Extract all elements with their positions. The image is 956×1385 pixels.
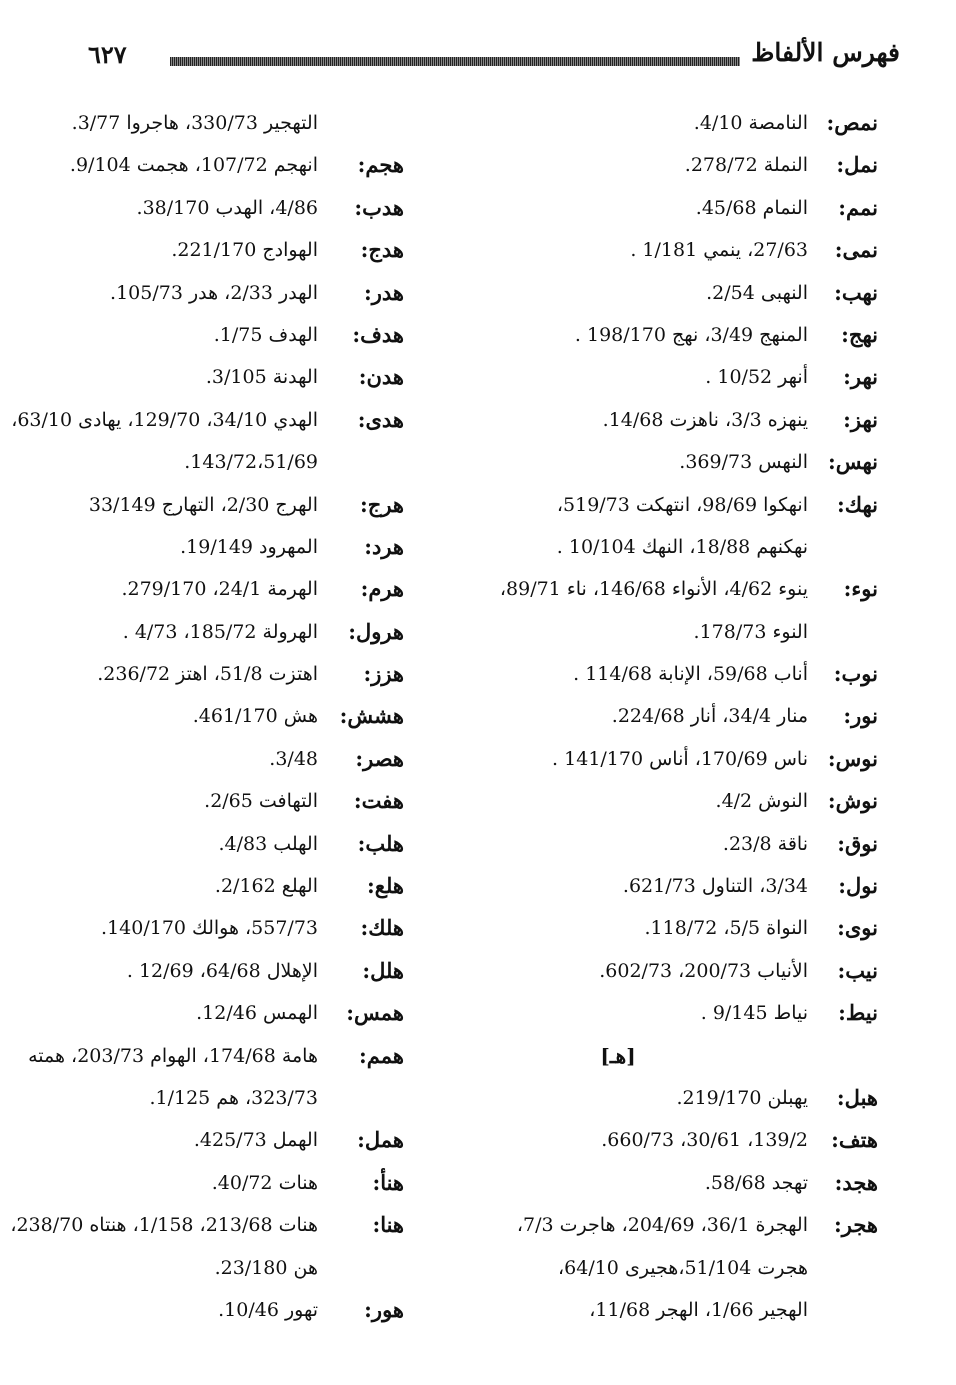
entry-references: نهكنهم 18/88، النهك 10/104 . (556, 535, 808, 558)
entry-references: أناب 59/68، الإنابة 114/68 . (573, 663, 808, 686)
header-rule (170, 57, 740, 66)
entry-root: نهر: (843, 364, 878, 390)
index-entry-line (24, 484, 404, 526)
entry-root: نمص: (826, 110, 878, 135)
entry-root: نهس: (827, 449, 878, 475)
entry-root: نمم: (838, 194, 878, 220)
index-entry-line (478, 1204, 878, 1246)
index-entry-line (24, 1162, 404, 1204)
entry-root: هجد: (834, 1169, 878, 1195)
entry-root: همل: (357, 1127, 404, 1153)
index-entry-line (10, 1204, 404, 1246)
entry-references: ناس 170/69، أناس 141/170 . (552, 747, 808, 770)
entry-references: النوش 4/2. (715, 790, 808, 813)
entry-references: النامصة 4/10. (693, 112, 808, 134)
index-entry-line (478, 823, 878, 865)
index-entry-line (478, 992, 878, 1034)
entry-references: المنهج 3/49، نهج 198/170 . (574, 323, 808, 346)
entry-references: هامة 174/68، الهوام 203/73، همته (28, 1044, 318, 1067)
entry-references: النملة 278/72. (684, 154, 808, 177)
left-column (10, 102, 404, 1331)
entry-root: نوق: (837, 830, 878, 856)
index-entry-line (478, 738, 878, 780)
entry-root: نمل: (836, 152, 878, 178)
index-entry-line (24, 356, 404, 398)
entry-root: هرد: (364, 533, 404, 559)
entry-references: تهور 10/46. (218, 1298, 318, 1321)
page-title: فهرس الألفاظ (751, 38, 900, 67)
entry-root: هلب: (357, 830, 404, 856)
entry-references: النهس 369/73. (679, 451, 808, 474)
index-entry-line (24, 1247, 404, 1289)
entry-root: هجر: (834, 1212, 878, 1238)
entry-references: التهجير 330/73، هاجروا 3/77. (71, 112, 318, 134)
entry-references: 139/2، 30/61، 660/73. (601, 1129, 808, 1152)
index-entry-line (24, 865, 404, 907)
index-entry-line (478, 102, 878, 144)
index-entry-line (478, 653, 878, 695)
entry-references: الهمل 425/73. (193, 1129, 318, 1152)
entry-references: الهجير 1/66، الهجر 11/68، (589, 1298, 808, 1321)
entry-references: الهلب 4/83. (218, 832, 318, 855)
entry-root: نوء: (843, 576, 878, 602)
index-entry-line (24, 950, 404, 992)
entry-root: هدج: (360, 237, 404, 263)
index-entry-line (24, 1035, 404, 1077)
entry-references: هجرت 51/104،هجيرى 64/10، (558, 1256, 808, 1279)
index-entry-line (24, 568, 404, 610)
entry-references: المهرود 19/149. (180, 535, 318, 558)
entry-root: هتف: (831, 1127, 878, 1153)
index-entry-line (478, 1119, 878, 1161)
entry-references: الهرج 2/30، التهارج 33/149 (88, 493, 318, 516)
entry-root: هنا: (372, 1212, 404, 1238)
entry-root: هرج: (360, 491, 404, 517)
entry-references: الهوادج 221/170. (171, 239, 318, 262)
entry-root: هزز: (363, 661, 404, 687)
entry-references: الهجرة 36/1، 204/69، هاجرت 7/3، (516, 1214, 808, 1237)
index-entry-line (478, 272, 878, 314)
entry-references: النواة 5/5، 118/72. (644, 917, 808, 940)
entry-references: هن 23/180. (214, 1256, 318, 1279)
entry-references: 143/72،51/69. (184, 451, 318, 474)
index-entry-line (478, 1247, 878, 1289)
index-entry-line (478, 187, 878, 229)
index-entry-line (478, 907, 878, 949)
entry-root: همم: (359, 1042, 404, 1068)
index-entry-line (478, 611, 878, 653)
entry-references: هنات 213/68، 1/158، هنتاه 238/70، (10, 1214, 318, 1237)
entry-root: نهز: (843, 406, 878, 432)
entry-root: هدى: (357, 406, 404, 432)
index-entry-line (478, 695, 878, 737)
entry-references: النوء 178/73. (693, 620, 808, 643)
index-entry-line (24, 314, 404, 356)
entry-root: هدر: (364, 279, 404, 305)
entry-root: نوى: (837, 915, 878, 941)
entry-root: نهب: (834, 279, 878, 305)
entry-references: الهرمة 24/1، 279/170. (121, 578, 318, 601)
entry-root: نور: (843, 703, 878, 729)
entry-root: هلك: (360, 915, 404, 941)
entry-references: هش 461/170. (192, 705, 318, 728)
entry-root: هجم: (357, 152, 404, 178)
entry-references: 323/73، هم 1/125. (149, 1086, 318, 1109)
index-entry-line (24, 272, 404, 314)
entry-references: التهافت 2/65. (204, 790, 318, 813)
index-entry-line (24, 144, 404, 186)
entry-root: نهك: (837, 491, 878, 517)
index-entry-line (478, 865, 878, 907)
index-entry-line (24, 1289, 404, 1331)
entry-references: 557/73، هوالك 140/170. (101, 917, 318, 940)
index-entry-line (24, 780, 404, 822)
entry-root: هور: (364, 1296, 404, 1322)
index-entry-line (24, 187, 404, 229)
entry-references: الإهلال 64/68، 12/69 . (126, 959, 318, 982)
entry-root: همس: (346, 1000, 404, 1026)
index-entry-line (24, 823, 404, 865)
entry-references: الهمس 12/46. (196, 1002, 318, 1025)
entry-root: هصر: (355, 745, 404, 771)
index-entry-line (24, 907, 404, 949)
index-entry-line (478, 1289, 878, 1331)
index-entry-line (24, 695, 404, 737)
entry-references: انهكوا 98/69، انتهكت 519/73، (556, 493, 808, 516)
entry-root: هبل: (836, 1084, 878, 1110)
entry-references: الهلع 2/162. (214, 875, 318, 898)
index-entry-line (478, 1162, 878, 1204)
entry-root: هنأ: (372, 1169, 404, 1195)
entry-references: هنات 40/72. (211, 1171, 318, 1194)
entry-references: الأنياب 200/73، 602/73. (599, 959, 808, 982)
entry-root: نمى: (834, 237, 878, 263)
index-entry-line (24, 526, 404, 568)
entry-root: هلل: (362, 957, 404, 983)
index-entry-line (24, 102, 404, 144)
entry-references: 27/63، ينمي 1/181 . (630, 239, 808, 262)
entry-root: نوب: (833, 661, 878, 687)
index-entry-line (478, 484, 878, 526)
entry-root: نوس: (827, 745, 878, 771)
index-entry-line (24, 229, 404, 271)
entry-root: هرم: (360, 576, 404, 602)
entry-references: النمام 45/68. (695, 196, 808, 219)
index-entry-line (478, 526, 878, 568)
entry-references: نياط 9/145 . (700, 1002, 808, 1025)
entry-references: الهدنة 3/105. (205, 366, 318, 389)
index-entry-line (478, 568, 878, 610)
index-entry-line (478, 950, 878, 992)
page-number: ٦٢٧ (88, 40, 127, 69)
entry-root: هشش: (339, 703, 404, 729)
entry-root: هفت: (353, 788, 404, 814)
index-entry-line (478, 780, 878, 822)
entry-references: الهرولة 185/72، 4/73 . (122, 620, 318, 643)
entry-root: نيط: (838, 1000, 878, 1026)
index-entry-line (24, 1077, 404, 1119)
index-entry-line (478, 314, 878, 356)
index-entry-line (478, 1077, 878, 1119)
index-entry-line (24, 611, 404, 653)
section-letter: [هـ] (600, 1043, 636, 1068)
index-entry-line (478, 144, 878, 186)
entry-references: أنهر 10/52 . (705, 366, 808, 389)
entry-references: ينوء 4/62، الأنواء 146/68، ناء 89/71، (499, 578, 808, 601)
index-entry-line (24, 441, 404, 483)
entry-root: نول: (838, 873, 878, 899)
entry-references: الهدف 1/75. (213, 323, 318, 346)
index-entry-line (478, 441, 878, 483)
index-entry-line (478, 356, 878, 398)
entry-root: نوش: (827, 788, 878, 814)
entry-root: نهج: (841, 321, 878, 347)
entry-references: الهدي 34/10، 129/70، يهادى 63/10، (11, 408, 318, 431)
index-entry-line (11, 399, 404, 441)
entry-references: تهجد 58/68. (704, 1171, 808, 1194)
entry-references: 3/34، التناول 621/73. (622, 875, 808, 898)
right-entries-top (478, 102, 878, 1035)
entry-root: نيب: (837, 957, 878, 983)
right-column (478, 102, 878, 1331)
entry-root: هدف: (352, 321, 404, 347)
entry-root: هدب: (354, 194, 404, 220)
index-entry-line (24, 653, 404, 695)
index-entry-line (24, 738, 404, 780)
entry-references: 3/48. (269, 747, 318, 770)
entry-references: انهجم 107/72، هجمت 9/104. (69, 154, 318, 177)
page-header (60, 38, 900, 88)
index-entry-line (24, 1119, 404, 1161)
entry-references: النهبى 2/54. (706, 281, 808, 304)
right-entries-bottom (478, 1077, 878, 1331)
entry-references: 4/86، الهدب 38/170. (136, 196, 318, 219)
entry-root: هرول: (348, 618, 404, 644)
entry-references: يهبلن 219/170. (676, 1086, 808, 1109)
entry-root: هلع: (367, 873, 404, 899)
index-entry-line (24, 992, 404, 1034)
entry-references: منار 34/4، أنار 224/68. (611, 705, 808, 728)
entry-references: الهدر 2/33، هدر 105/73. (110, 281, 318, 304)
index-entry-line (478, 229, 878, 271)
entry-root: هدن: (358, 364, 404, 390)
index-entry-line (478, 399, 878, 441)
entry-references: اهتزت 51/8، اهتز 236/72. (97, 663, 318, 686)
entry-references: ناقة 23/8. (722, 832, 808, 855)
left-entries (10, 102, 404, 1331)
entry-references: ينهزه 3/3، ناهزت 14/68. (602, 408, 808, 431)
